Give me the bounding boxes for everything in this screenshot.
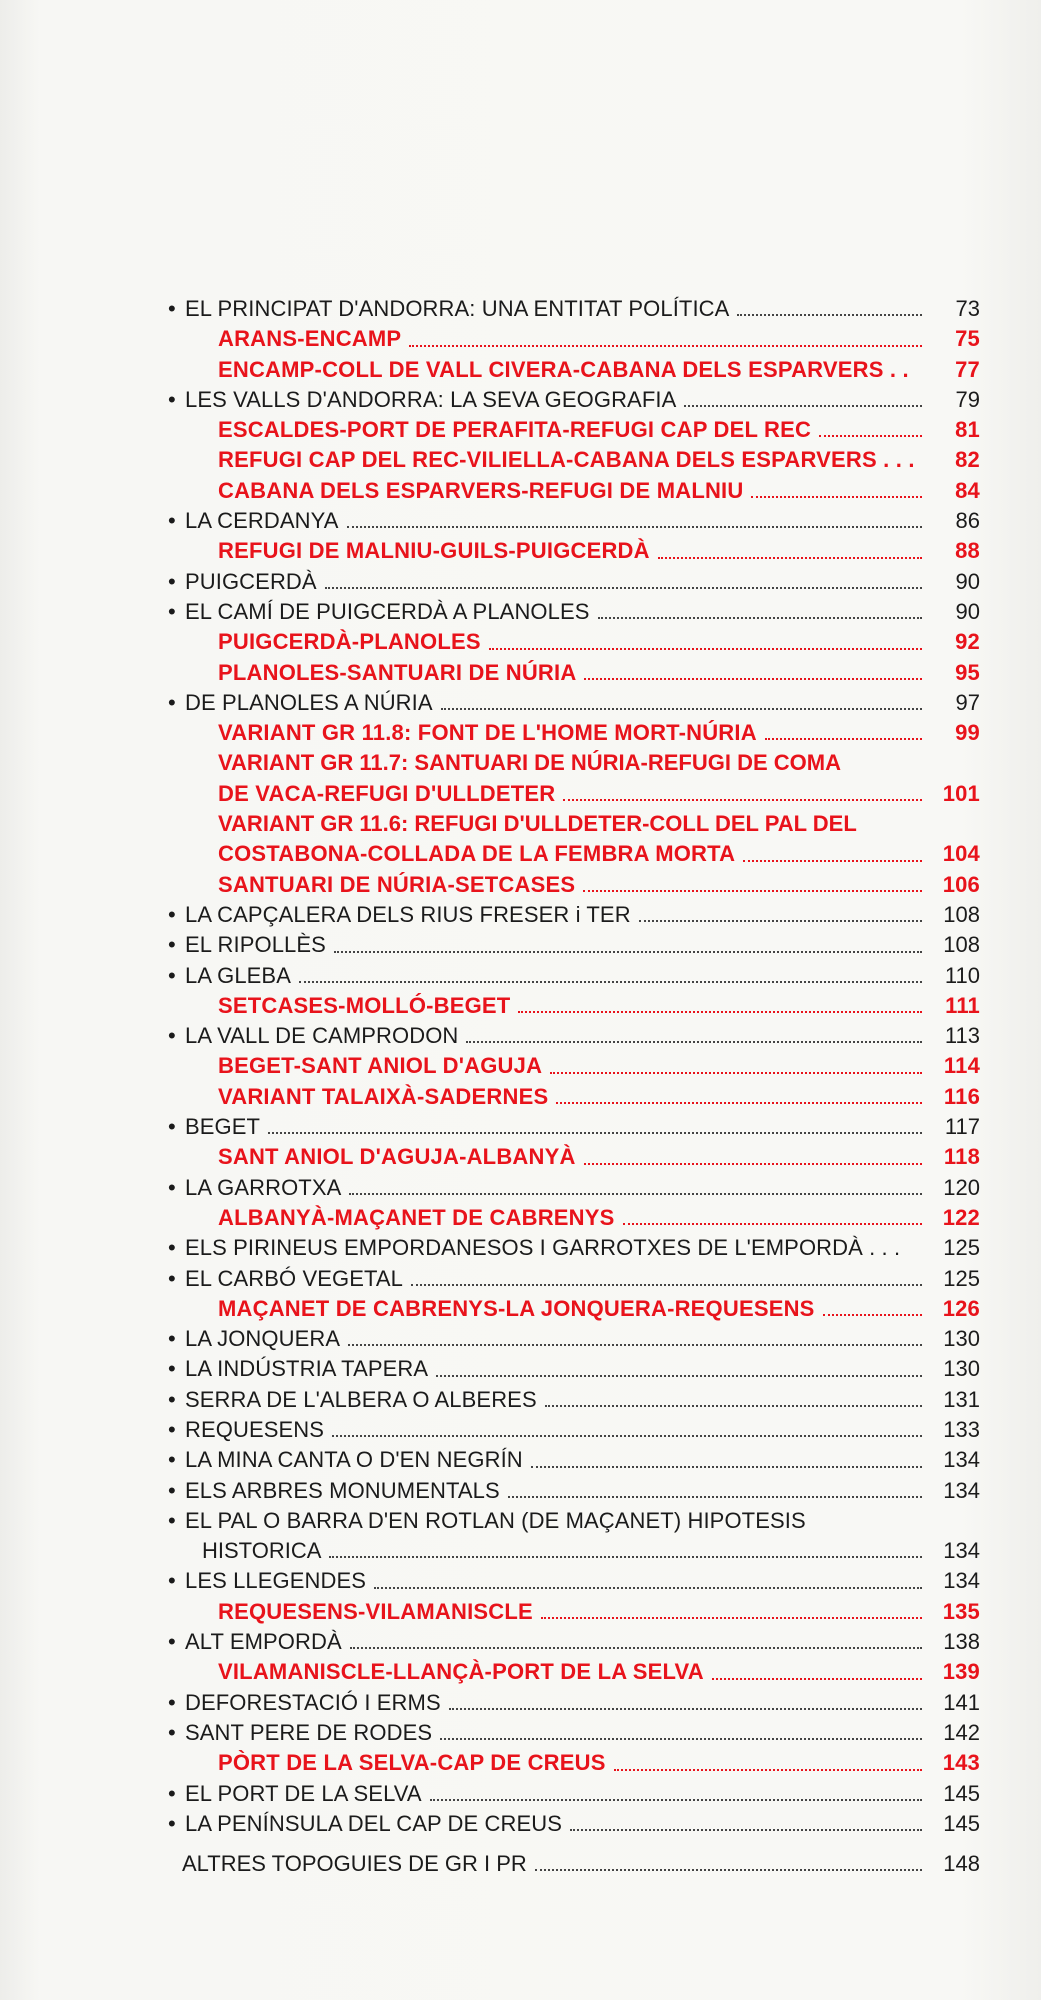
toc-entry-title: SERRA DE L'ALBERA O ALBERES <box>185 1386 537 1412</box>
bullet-icon: • <box>168 1810 176 1836</box>
toc-entry-title: VARIANT TALAIXÀ-SADERNES <box>218 1083 549 1109</box>
toc-entry-deforestacio-i-erms[interactable] <box>168 1688 980 1718</box>
bullet-icon: • <box>168 508 176 534</box>
toc-entry-title: LES VALLS D'ANDORRA: LA SEVA GEOGRAFIA <box>185 386 677 412</box>
toc-route-entry-planoles-santuari-de-nuria[interactable] <box>168 658 980 688</box>
bullet-icon: • <box>168 689 176 715</box>
toc-page-number: 77 <box>955 356 980 382</box>
dot-leader <box>765 738 922 740</box>
toc-entry-title: SETCASES-MOLLÓ-BEGET <box>218 992 511 1018</box>
dot-leader <box>531 1466 922 1468</box>
dot-leader <box>545 1405 922 1407</box>
dot-leader <box>325 587 922 589</box>
toc-entry-title: ALT EMPORDÀ <box>185 1629 342 1655</box>
dot-leader <box>374 1587 922 1589</box>
toc-entry-el-cami-de-puigcerda-a-planoles[interactable] <box>168 597 980 627</box>
toc-entry-title: HISTORICA <box>202 1538 322 1564</box>
toc-page-number: 92 <box>955 629 980 655</box>
dot-leader <box>518 1011 922 1013</box>
toc-entry-les-valls-d-andorra-la-seva-geografia[interactable] <box>168 385 980 415</box>
bullet-icon: • <box>168 1174 176 1200</box>
toc-entry-title: DEFORESTACIÓ I ERMS <box>185 1689 441 1715</box>
toc-entry-la-mina-canta-o-d-en-negrin[interactable] <box>168 1445 980 1475</box>
dot-leader <box>440 1738 922 1740</box>
toc-route-entry-refugi-cap-del-rec-viliella-cabana-dels-esparver[interactable] <box>168 445 980 475</box>
dot-leader <box>347 526 922 528</box>
toc-page-number: 117 <box>944 1114 980 1140</box>
toc-entry-title: BEGET-SANT ANIOL D'AGUJA <box>218 1053 543 1079</box>
dot-leader <box>409 345 922 347</box>
dot-leader <box>535 1869 922 1871</box>
toc-entry-title: VILAMANISCLE-LLANÇÀ-PORT DE LA SELVA <box>218 1659 704 1685</box>
toc-page-number: 130 <box>943 1326 980 1352</box>
bullet-icon: • <box>168 1629 176 1655</box>
dot-leader <box>658 557 922 559</box>
toc-route-entry-puigcerda-planoles[interactable] <box>168 627 980 657</box>
dot-leader <box>743 860 922 862</box>
toc-entry-title: DE VACA-REFUGI D'ULLDETER <box>218 780 556 806</box>
bullet-icon: • <box>168 1235 176 1261</box>
toc-page-number: 118 <box>943 1144 980 1170</box>
dot-leader <box>819 435 922 437</box>
toc-page-number: 138 <box>943 1629 980 1655</box>
toc-route-entry-beget-sant-aniol-d-aguja[interactable] <box>168 1051 980 1081</box>
dot-leader <box>334 951 922 953</box>
toc-page-number: 106 <box>942 871 980 897</box>
toc-entry-el-pal-o-barra-d-en-rotlan-de-macanet-hipotesis[interactable] <box>168 1506 980 1536</box>
toc-entry-la-cerdanya[interactable] <box>168 506 980 536</box>
dot-leader <box>639 920 922 922</box>
toc-page-number: 97 <box>955 689 980 715</box>
toc-route-entry-port-de-la-selva-cap-de-creus[interactable] <box>168 1748 980 1778</box>
dot-leader <box>436 1375 922 1377</box>
toc-entry-la-gleba[interactable] <box>168 961 980 991</box>
toc-page-number: 131 <box>943 1386 980 1412</box>
toc-entry-title: LA GLEBA <box>185 962 291 988</box>
toc-page-number: 145 <box>943 1780 980 1806</box>
toc-route-entry-variant-talaixa-sadernes[interactable] <box>168 1082 980 1112</box>
toc-entry-la-jonquera[interactable] <box>168 1324 980 1354</box>
toc-page-number: 75 <box>955 326 980 352</box>
toc-route-entry-variant-gr-11-6-refugi-d-ulldeter-coll-del-pal-d[interactable] <box>168 809 980 839</box>
toc-entry-la-capcalera-dels-rius-freser-i-ter[interactable] <box>168 900 980 930</box>
toc-page-number: 134 <box>943 1568 980 1594</box>
dot-leader <box>570 1829 922 1831</box>
toc-entry-title: EL PAL O BARRA D'EN ROTLAN (DE MAÇANET) HIPOTESIS <box>185 1507 806 1533</box>
bullet-icon: • <box>168 1447 176 1473</box>
toc-entry-title: ARANS-ENCAMP <box>218 326 402 352</box>
toc-entry-la-peninsula-del-cap-de-creus[interactable] <box>168 1809 980 1839</box>
toc-entry-title: LA JONQUERA <box>185 1326 341 1352</box>
dot-leader <box>299 981 922 983</box>
toc-entry-title: PÒRT DE LA SELVA-CAP DE CREUS <box>218 1750 606 1776</box>
toc-entry-title: LA MINA CANTA O D'EN NEGRÍN <box>185 1447 523 1473</box>
dot-leader <box>737 314 922 316</box>
toc-page-number: 90 <box>955 598 980 624</box>
toc-entry-de-planoles-a-nuria[interactable] <box>168 688 980 718</box>
toc-route-entry-cabana-dels-esparvers-refugi-de-malniu[interactable] <box>168 476 980 506</box>
toc-route-entry-encamp-coll-de-vall-civera-cabana-dels-esparvers[interactable] <box>168 355 980 385</box>
toc-page-number: 88 <box>955 538 980 564</box>
toc-entry-la-vall-de-camprodon[interactable] <box>168 1021 980 1051</box>
toc-page-number: 110 <box>944 962 980 988</box>
bullet-icon: • <box>168 568 176 594</box>
toc-entry-title: PLANOLES-SANTUARI DE NÚRIA <box>218 659 577 685</box>
bullet-icon: • <box>168 1265 176 1291</box>
toc-entry-la-garrotxa[interactable] <box>168 1173 980 1203</box>
dot-leader <box>583 890 922 892</box>
toc-route-entry-refugi-de-malniu-guils-puigcerda[interactable] <box>168 536 980 566</box>
toc-page-number: 104 <box>942 841 980 867</box>
bullet-icon: • <box>168 1507 176 1533</box>
dot-leader <box>684 405 922 407</box>
toc-route-entry-costabona-collada-de-la-fembra-morta[interactable] <box>168 839 980 869</box>
toc-page-number: 125 <box>943 1235 980 1261</box>
dot-leader <box>712 1678 922 1680</box>
toc-entry-title: MAÇANET DE CABRENYS-LA JONQUERA-REQUESENS <box>218 1295 815 1321</box>
toc-entry-beget[interactable] <box>168 1112 980 1142</box>
toc-route-entry-setcases-mollo-beget[interactable] <box>168 991 980 1021</box>
toc-entry-els-arbres-monumentals[interactable] <box>168 1476 980 1506</box>
dot-leader <box>584 1163 922 1165</box>
bullet-icon: • <box>168 962 176 988</box>
toc-page-number: 135 <box>942 1598 980 1624</box>
toc-page-number: 82 <box>955 447 980 473</box>
dot-leader <box>441 708 922 710</box>
toc-page-number: 86 <box>955 508 980 534</box>
toc-entry-title: LES LLEGENDES <box>185 1568 367 1594</box>
toc-page-number: 120 <box>943 1174 980 1200</box>
toc-entry-title: EL CAMÍ DE PUIGCERDÀ A PLANOLES <box>185 598 590 624</box>
toc-page-number: 139 <box>942 1659 980 1685</box>
toc-entry-els-pirineus-empordanesos-i-garrotxes-de-l-empor[interactable] <box>168 1233 980 1263</box>
toc-entry-historica[interactable] <box>168 1536 980 1566</box>
toc-entry-el-carbo-vegetal[interactable] <box>168 1264 980 1294</box>
toc-entry-title: EL RIPOLLÈS <box>185 932 326 958</box>
toc-page-number: 148 <box>943 1851 980 1877</box>
toc-page-number: 126 <box>942 1295 980 1321</box>
toc-entry-serra-de-l-albera-o-alberes[interactable] <box>168 1385 980 1415</box>
bullet-icon: • <box>168 901 176 927</box>
bullet-icon: • <box>168 1023 176 1049</box>
dot-leader <box>598 617 922 619</box>
dot-leader <box>411 1284 922 1286</box>
toc-entry-title: LA CAPÇALERA DELS RIUS FRESER i TER <box>185 901 631 927</box>
bullet-icon: • <box>168 1356 176 1382</box>
toc-page-number: 101 <box>942 780 980 806</box>
toc-entry-les-llegendes[interactable] <box>168 1566 980 1596</box>
toc-entry-el-principat-d-andorra-una-entitat-politica[interactable] <box>168 294 980 324</box>
toc-route-entry-variant-gr-11-7-santuari-de-nuria-refugi-de-coma[interactable] <box>168 748 980 778</box>
toc-entry-title: PUIGCERDÀ <box>185 568 317 594</box>
toc-page-number: 125 <box>943 1265 980 1291</box>
bullet-icon: • <box>168 1416 176 1442</box>
toc-entry-sant-pere-de-rodes[interactable] <box>168 1718 980 1748</box>
toc-entry-title: ELS ARBRES MONUMENTALS <box>185 1477 500 1503</box>
toc-page-number: 95 <box>955 659 980 685</box>
toc-entry-title: ALBANYÀ-MAÇANET DE CABRENYS <box>218 1204 615 1230</box>
bullet-icon: • <box>168 598 176 624</box>
dot-leader <box>466 1041 922 1043</box>
toc-route-entry-sant-aniol-d-aguja-albanya[interactable] <box>168 1142 980 1172</box>
toc-entry-title: SANT PERE DE RODES <box>185 1719 433 1745</box>
dot-leader <box>349 1193 922 1195</box>
dot-leader <box>489 648 922 650</box>
toc-entry-el-ripolles[interactable] <box>168 930 980 960</box>
dot-leader <box>563 799 922 801</box>
bullet-icon: • <box>168 1780 176 1806</box>
toc-entry-title: ALTRES TOPOGUIES DE GR I PR <box>182 1851 527 1877</box>
dot-leader <box>541 1617 922 1619</box>
toc-entry-title: EL PORT DE LA SELVA <box>185 1780 422 1806</box>
toc-page-number: 134 <box>943 1538 980 1564</box>
toc-page-number: 84 <box>955 477 980 503</box>
dot-leader <box>550 1072 922 1074</box>
toc-page-number: 145 <box>943 1810 980 1836</box>
toc-entry-title: PUIGCERDÀ-PLANOLES <box>218 629 481 655</box>
bullet-icon: • <box>168 386 176 412</box>
toc-page-number: 113 <box>944 1023 980 1049</box>
toc-entry-title: EL PRINCIPAT D'ANDORRA: UNA ENTITAT POLÍTICA <box>185 296 730 321</box>
toc-page-number: 108 <box>943 901 980 927</box>
toc-page-number: 134 <box>943 1477 980 1503</box>
toc-entry-title: SANT ANIOL D'AGUJA-ALBANYÀ <box>218 1144 576 1170</box>
toc-route-entry-santuari-de-nuria-setcases[interactable] <box>168 870 980 900</box>
toc-route-entry-vilamaniscle-llanca-port-de-la-selva[interactable] <box>168 1657 980 1687</box>
toc-entry-title: BEGET <box>185 1114 261 1140</box>
toc-entry-title: COSTABONA-COLLADA DE LA FEMBRA MORTA <box>218 841 736 867</box>
toc-page-number: 134 <box>943 1447 980 1473</box>
toc-entry-requesens[interactable] <box>168 1415 980 1445</box>
toc-entry-title: VARIANT GR 11.8: FONT DE L'HOME MORT-NÚRIA <box>218 720 757 746</box>
toc-route-entry-albanya-macanet-de-cabrenys[interactable] <box>168 1203 980 1233</box>
toc-page-number: 99 <box>955 720 980 746</box>
toc-page-number: 133 <box>943 1416 980 1442</box>
dot-leader <box>556 1102 922 1104</box>
toc-entry-title: REFUGI CAP DEL REC-VILIELLA-CABANA DELS ESPARVERS . . . <box>218 447 915 473</box>
toc-page-number: 142 <box>943 1719 980 1745</box>
dot-leader <box>614 1769 922 1771</box>
toc-entry-alt-emporda[interactable] <box>168 1627 980 1657</box>
toc-page-number: 122 <box>942 1204 980 1230</box>
toc-entry-title: LA CERDANYA <box>185 508 339 534</box>
toc-entry-title: LA INDÚSTRIA TAPERA <box>185 1356 429 1382</box>
dot-leader <box>348 1344 922 1346</box>
toc-page-number: 116 <box>943 1083 980 1109</box>
toc-entry-title: ELS PIRINEUS EMPORDANESOS I GARROTXES DE L'EMPORDÀ . . . <box>185 1235 901 1261</box>
toc-route-entry-variant-gr-11-8-font-de-l-home-mort-nuria[interactable] <box>168 718 980 748</box>
bullet-icon: • <box>168 1386 176 1412</box>
dot-leader <box>823 1314 922 1316</box>
toc-entry-title: REFUGI DE MALNIU-GUILS-PUIGCERDÀ <box>218 538 650 564</box>
dot-leader <box>350 1647 922 1649</box>
bullet-icon: • <box>168 1719 176 1745</box>
bullet-icon: • <box>168 1477 176 1503</box>
bullet-icon: • <box>168 1689 176 1715</box>
toc-page-number: 73 <box>955 296 980 321</box>
toc-page-number: 130 <box>943 1356 980 1382</box>
bullet-icon: • <box>168 932 176 958</box>
toc-entry-title: LA GARROTXA <box>185 1174 342 1200</box>
toc-entry-puigcerda[interactable] <box>168 567 980 597</box>
toc-entry-altres-topoguies-de-gr-i-pr[interactable] <box>168 1849 980 1879</box>
toc-route-entry-macanet-de-cabrenys-la-jonquera-requesens[interactable] <box>168 1294 980 1324</box>
toc-entry-title: ENCAMP-COLL DE VALL CIVERA-CABANA DELS ESPARVERS . . <box>218 356 909 382</box>
toc-route-entry-arans-encamp[interactable] <box>168 324 980 354</box>
toc-page-number: 114 <box>943 1053 980 1079</box>
dot-leader <box>584 678 922 680</box>
toc-entry-title: SANTUARI DE NÚRIA-SETCASES <box>218 871 576 897</box>
toc-entry-title: LA VALL DE CAMPRODON <box>185 1023 459 1049</box>
dot-leader <box>329 1556 922 1558</box>
table-of-contents <box>168 294 980 1879</box>
toc-page-number: 111 <box>945 992 980 1018</box>
toc-entry-title: REQUESENS-VILAMANISCLE <box>218 1598 533 1624</box>
toc-page-number: 141 <box>943 1689 980 1715</box>
dot-leader <box>623 1223 922 1225</box>
toc-page-number: 79 <box>955 386 980 412</box>
toc-entry-title: EL CARBÓ VEGETAL <box>185 1265 404 1291</box>
toc-entry-el-port-de-la-selva[interactable] <box>168 1779 980 1809</box>
dot-leader <box>751 496 922 498</box>
toc-entry-la-industria-tapera[interactable] <box>168 1354 980 1384</box>
toc-entry-title: VARIANT GR 11.6: REFUGI D'ULLDETER-COLL DEL PAL DEL <box>218 811 857 837</box>
toc-entry-title: ESCALDES-PORT DE PERAFITA-REFUGI CAP DEL REC <box>218 417 812 443</box>
bullet-icon: • <box>168 1326 176 1352</box>
toc-route-entry-requesens-vilamaniscle[interactable] <box>168 1597 980 1627</box>
dot-leader <box>268 1132 922 1134</box>
bullet-icon: • <box>168 1568 176 1594</box>
toc-entry-title: LA PENÍNSULA DEL CAP DE CREUS <box>185 1810 563 1836</box>
toc-page-number: 108 <box>943 932 980 958</box>
toc-route-entry-de-vaca-refugi-d-ulldeter[interactable] <box>168 779 980 809</box>
toc-entry-title: CABANA DELS ESPARVERS-REFUGI DE MALNIU <box>218 477 744 503</box>
toc-entry-title: VARIANT GR 11.7: SANTUARI DE NÚRIA-REFUGI DE COMA <box>218 750 841 776</box>
dot-leader <box>508 1496 922 1498</box>
bullet-icon: • <box>168 296 176 321</box>
dot-leader <box>449 1708 922 1710</box>
toc-route-entry-escaldes-port-de-perafita-refugi-cap-del-rec[interactable] <box>168 415 980 445</box>
toc-page-number: 90 <box>955 568 980 594</box>
bullet-icon: • <box>168 1114 176 1140</box>
dot-leader <box>430 1799 922 1801</box>
toc-entry-title: DE PLANOLES A NÚRIA <box>185 689 433 715</box>
toc-page-number: 81 <box>955 417 980 443</box>
toc-entry-title: REQUESENS <box>185 1416 325 1442</box>
toc-page-number: 143 <box>942 1750 980 1776</box>
dot-leader <box>332 1435 922 1437</box>
